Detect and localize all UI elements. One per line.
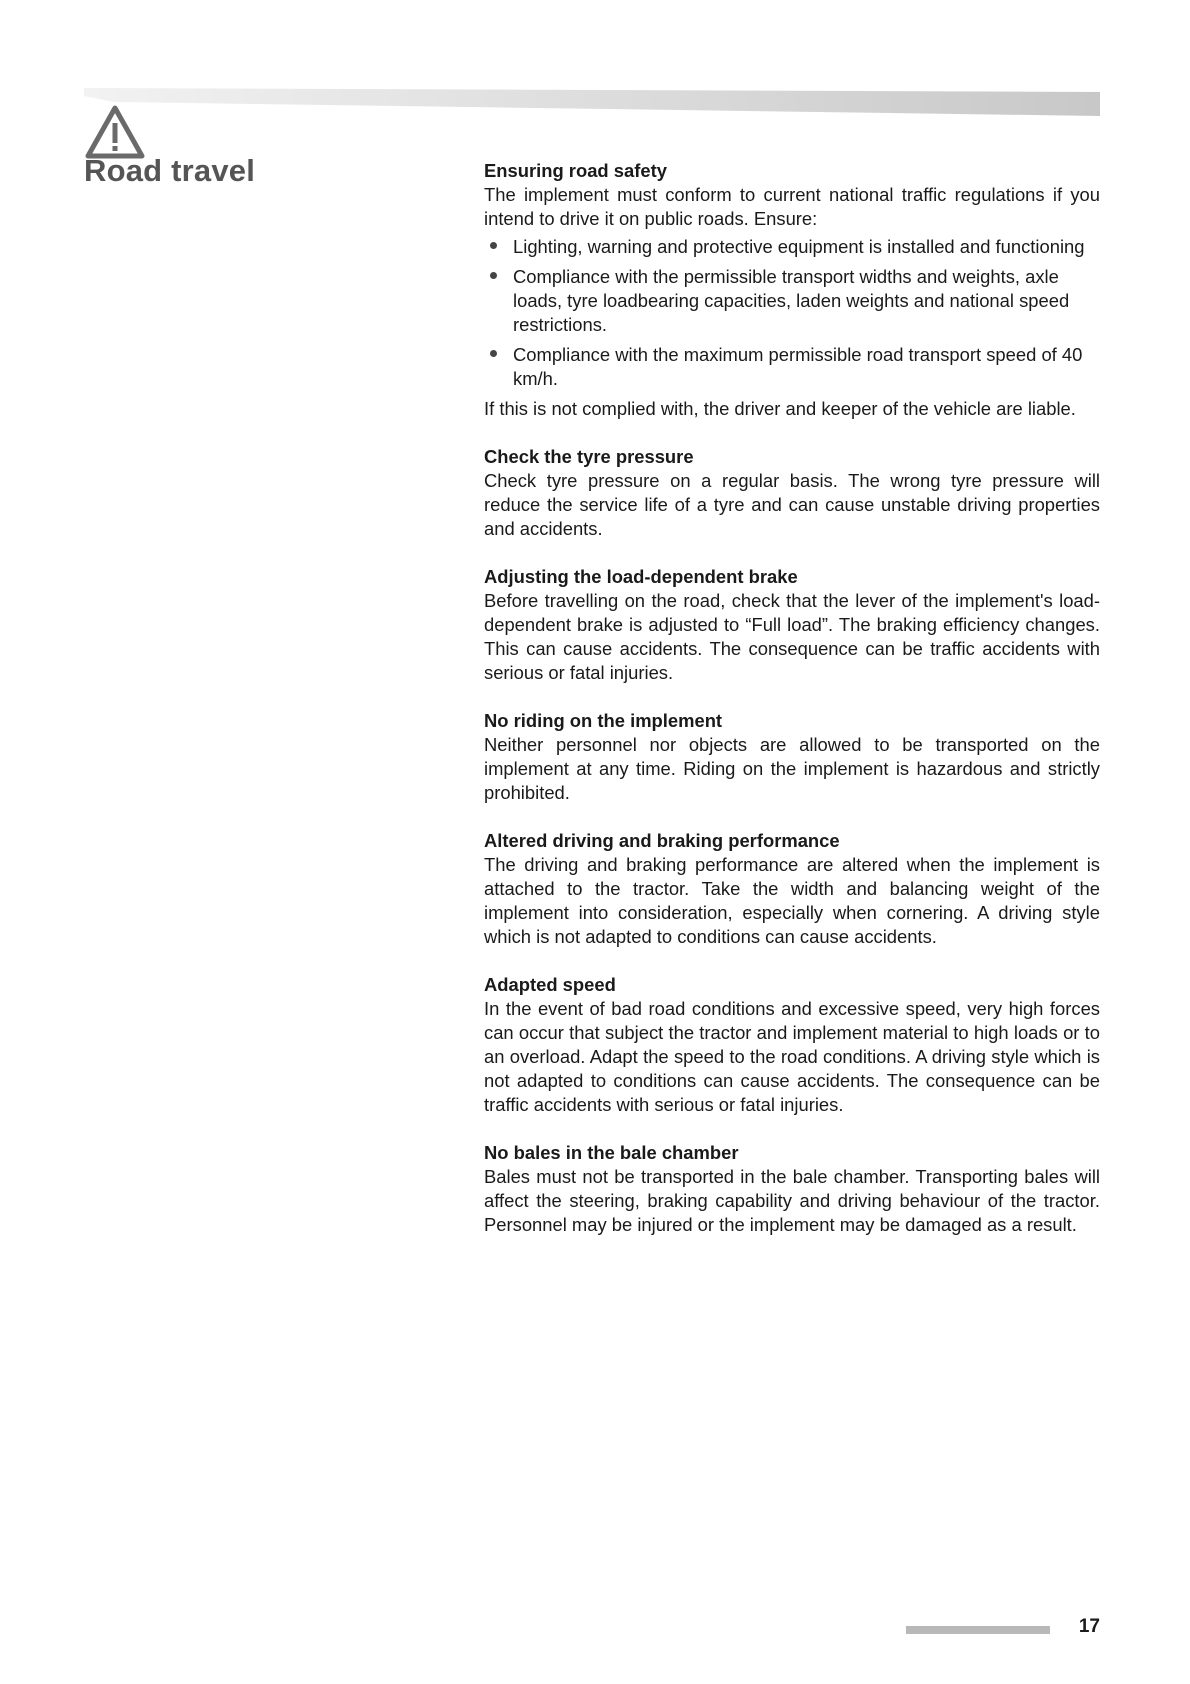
bullet-list: [484, 235, 1100, 391]
bullet-item: [484, 265, 1100, 337]
footer-bar: [906, 1626, 1050, 1634]
section-road-safety: [484, 159, 1100, 421]
section-text: Check tyre pressure on a regular basis. The wrong tyre pressure will reduce the service life of a tyre and can cause unstable driving properties and accidents.: [484, 470, 1100, 539]
section-heading: Adapted speed: [484, 974, 616, 995]
section-text: The implement must conform to current national traffic regulations if you intend to drive it on public roads. Ensure:: [484, 184, 1100, 229]
header-band: [84, 88, 1100, 116]
section-heading: No bales in the bale chamber: [484, 1142, 739, 1163]
section-tyre-pressure: [484, 445, 1100, 541]
bullet-text: Compliance with the maximum permissible road transport speed of 40 km/h.: [513, 344, 1083, 389]
section-no-bales: [484, 1141, 1100, 1237]
section-text: Before travelling on the road, check that the lever of the implement's load-dependent brake is adjusted to “Full load”. The braking efficiency changes. This can cause accidents. The consequence can be traffic accidents with serious or fatal injuries.: [484, 590, 1100, 683]
section-heading: Check the tyre pressure: [484, 446, 694, 467]
section-text: The driving and braking performance are altered when the implement is attached to the tractor. Take the width and balancing weight of the implement into consideration, especially when cornering. A driving style which is not adapted to conditions can cause accidents.: [484, 854, 1100, 947]
section-heading: No riding on the implement: [484, 710, 723, 731]
bullet-dot-icon: [490, 350, 497, 357]
bullet-dot-icon: [490, 272, 497, 279]
content-column: [484, 159, 1100, 1261]
section-heading: Adjusting the load-dependent brake: [484, 566, 798, 587]
bullet-dot-icon: [490, 242, 497, 249]
section-text: Bales must not be transported in the bale chamber. Transporting bales will affect the steering, braking capability and driving behaviour of the tractor. Personnel may be injured or the implement may be damaged as a result.: [484, 1166, 1100, 1235]
bullet-item: [484, 343, 1100, 391]
section-driving-braking: [484, 829, 1100, 949]
warning-triangle-icon: [84, 104, 146, 160]
bullet-text: Lighting, warning and protective equipment is installed and functioning: [513, 236, 1085, 257]
section-heading: Ensuring road safety: [484, 160, 667, 181]
section-text-after: If this is not complied with, the driver and keeper of the vehicle are liable.: [484, 398, 1076, 419]
section-text: In the event of bad road conditions and excessive speed, very high forces can occur that subject the tractor and implement material to high loads or to an overload. Adapt the speed to the road conditions. A driving style which is not adapted to conditions can cause accidents. The consequence can be traffic accidents with serious or fatal injuries.: [484, 998, 1100, 1115]
section-load-dependent-brake: [484, 565, 1100, 685]
section-heading: Altered driving and braking performance: [484, 830, 840, 851]
section-text: Neither personnel nor objects are allowed to be transported on the implement at any time. Riding on the implement is hazardous and strictly prohibited.: [484, 734, 1100, 803]
bullet-item: [484, 235, 1100, 259]
section-adapted-speed: [484, 973, 1100, 1117]
page-number: 17: [1078, 1616, 1100, 1637]
bullet-text: Compliance with the permissible transport widths and weights, axle loads, tyre loadbearing capacities, laden weights and national speed restrictions.: [513, 266, 1070, 335]
page-title: Road travel: [84, 153, 256, 188]
section-no-riding: [484, 709, 1100, 805]
